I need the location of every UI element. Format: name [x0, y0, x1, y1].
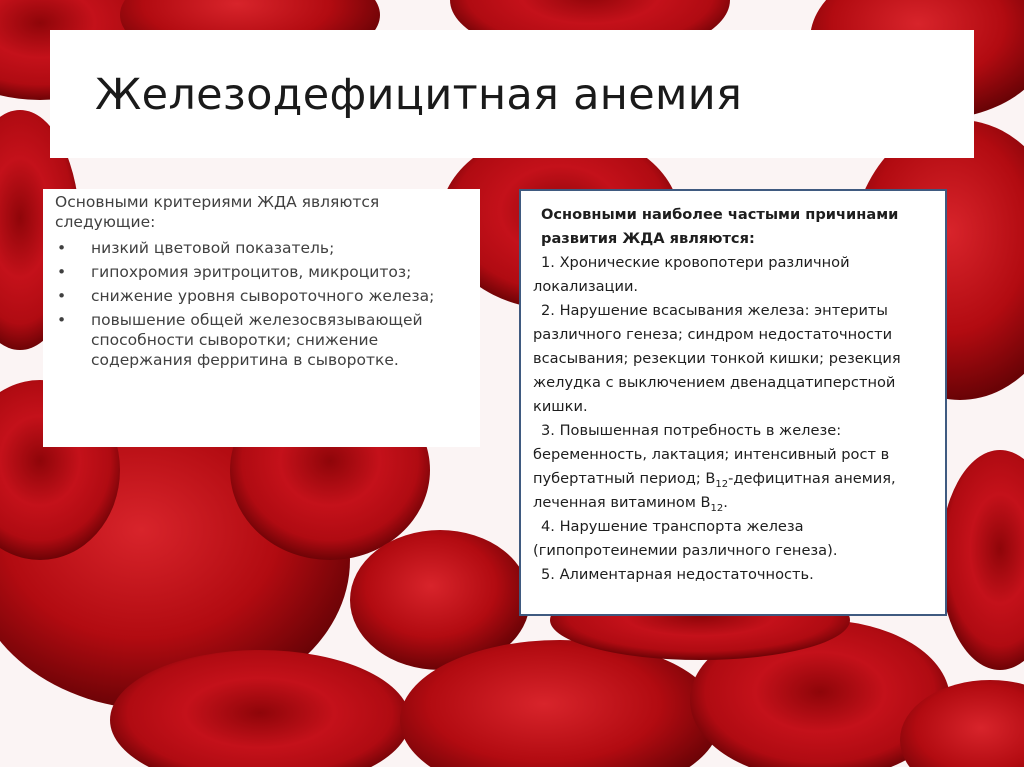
- cause-item-4: 4. Нарушение транспорта железа (гипопротеинемии различного генеза).: [533, 518, 838, 559]
- causes-text: [533, 203, 943, 587]
- criteria-intro: Основными критериями ЖДА являются следующие:: [55, 193, 380, 231]
- causes-heading: Основными наиболее частыми причинами развития ЖДА являются:: [541, 206, 899, 247]
- criteria-text: [55, 192, 475, 374]
- cause-item-5: 5. Алиментарная недостаточность.: [541, 566, 814, 583]
- cause-item-3: 3. Повышенная потребность в железе: беременность, лактация; интенсивный рост в пубертатный период; $В_{12}$-дефицитная анемия, леченная витамином $В_{12}$.: [533, 422, 896, 514]
- bullet-icon: •: [57, 239, 67, 257]
- criteria-list: [55, 238, 475, 370]
- bullet-icon: •: [57, 287, 67, 305]
- bullet-icon: •: [57, 263, 67, 281]
- criteria-item: • снижение уровня сывороточного железа;: [57, 287, 435, 305]
- cause-item-1: 1. Хронические кровопотери различной локализации.: [533, 254, 850, 295]
- bullet-icon: •: [57, 311, 67, 329]
- criteria-item: • низкий цветовой показатель;: [57, 239, 335, 257]
- slide-title: Железодефицитная анемия: [95, 70, 743, 120]
- criteria-item: • гипохромия эритроцитов, микроцитоз;: [57, 263, 412, 281]
- criteria-item: • повышение общей железосвязывающей способности сыворотки; снижение содержания ферритина в сыворотке.: [57, 311, 423, 369]
- cause-item-2: 2. Нарушение всасывания железа: энтериты различного генеза; синдром недостаточности всасывания; резекции тонкой кишки; резекция желудка с выключением двенадцатиперстной кишки.: [533, 302, 901, 415]
